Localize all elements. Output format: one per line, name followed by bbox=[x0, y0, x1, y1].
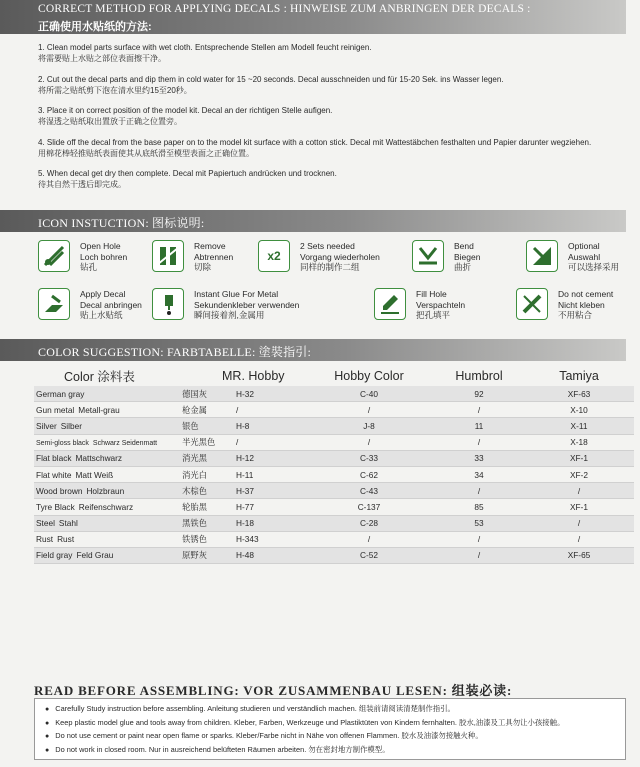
col-header-hobby-color: Hobby Color bbox=[334, 369, 404, 383]
hobby-color-cell: C-62 bbox=[304, 466, 434, 482]
safety-list bbox=[35, 703, 625, 757]
color-zh-cell: 轮胎黑 bbox=[182, 499, 222, 515]
mr-hobby-cell: / bbox=[222, 402, 304, 418]
color-table-header-row bbox=[34, 366, 634, 386]
icon-label-zh: 曲折 bbox=[454, 262, 472, 272]
color-zh-cell: 半光黑色 bbox=[182, 434, 222, 450]
optional-icon bbox=[526, 240, 558, 272]
mr-hobby-cell: H-12 bbox=[222, 450, 304, 466]
color-row bbox=[34, 418, 634, 434]
icon-label-zh: 钻孔 bbox=[80, 262, 98, 272]
color-name-cell bbox=[34, 450, 182, 466]
color-name-en: Field gray bbox=[36, 550, 73, 561]
humbrol-cell: / bbox=[434, 531, 524, 547]
icon-label-zh: 瞬间接着剂,金属用 bbox=[194, 310, 265, 320]
hobby-color-cell: C-137 bbox=[304, 499, 434, 515]
hobby-color-cell: J-8 bbox=[304, 418, 434, 434]
icon-legend-instant-glue bbox=[152, 288, 302, 328]
icon-section-header bbox=[0, 210, 626, 232]
tamiya-cell: / bbox=[524, 531, 634, 547]
apply-decal-icon bbox=[38, 288, 70, 320]
color-name-en: Steel bbox=[36, 518, 55, 529]
color-name-de: Mattschwarz bbox=[75, 453, 123, 464]
hobby-color-cell: C-28 bbox=[304, 515, 434, 531]
color-zh-cell: 银色 bbox=[182, 418, 222, 434]
color-zh-cell: 原野灰 bbox=[182, 547, 222, 563]
fill-hole-icon bbox=[374, 288, 406, 320]
color-name-cell bbox=[34, 386, 182, 402]
col-header-mr-hobby: MR. Hobby bbox=[222, 369, 285, 383]
decal-method-title-en: CORRECT METHOD FOR APPLYING DECALS : HINWEISE ZUM ANBRINGEN DER DECALS : bbox=[38, 3, 531, 15]
tamiya-cell: / bbox=[524, 483, 634, 499]
mr-hobby-cell: H-11 bbox=[222, 466, 304, 482]
color-row bbox=[34, 483, 634, 499]
color-name-cell bbox=[34, 466, 182, 482]
col-header-tamiya: Tamiya bbox=[559, 369, 599, 383]
mr-hobby-cell: H-77 bbox=[222, 499, 304, 515]
step-text-zh: 待其自然干透后即完成。 bbox=[38, 180, 126, 189]
safety-item: ● Do not work in closed room. Nur in ausreichend belüfteten Räumen arbeiten. 勿在密封地方制作模型。 bbox=[45, 744, 625, 758]
color-zh-cell: 消光黑 bbox=[182, 450, 222, 466]
color-row bbox=[34, 547, 634, 563]
decal-method-title-zh: 正确使用水贴纸的方法: bbox=[38, 21, 152, 33]
color-zh-cell: 枪金属 bbox=[182, 402, 222, 418]
color-section-title: COLOR SUGGESTION: FARBTABELLE: 塗裝指引: bbox=[38, 345, 312, 359]
color-name-de: Rust bbox=[57, 534, 75, 545]
color-name-de: Schwarz Seidenmatt bbox=[92, 440, 158, 448]
icon-label-en: Remove bbox=[194, 241, 226, 251]
color-zh-cell: 德国灰 bbox=[182, 386, 222, 402]
icon-label-en: Optional bbox=[568, 241, 600, 251]
step-text-zh: 将需要贴上水贴之部位表面擦干净。 bbox=[38, 54, 166, 63]
mr-hobby-cell: H-37 bbox=[222, 483, 304, 499]
icon-label bbox=[558, 289, 613, 321]
color-name-de: Feld Grau bbox=[76, 550, 114, 561]
hobby-color-cell: / bbox=[304, 402, 434, 418]
color-name-cell bbox=[34, 499, 182, 515]
col-header-color: Color 涂料表 bbox=[64, 370, 135, 384]
tamiya-cell: X-11 bbox=[524, 418, 634, 434]
icon-legend-optional bbox=[526, 240, 640, 280]
decal-step bbox=[38, 42, 638, 74]
humbrol-cell: 11 bbox=[434, 418, 524, 434]
color-name-de: Metall-grau bbox=[78, 404, 120, 415]
tamiya-cell: X-10 bbox=[524, 402, 634, 418]
tamiya-cell: / bbox=[524, 515, 634, 531]
color-row bbox=[34, 386, 634, 402]
read-before-assembling-box bbox=[34, 698, 626, 760]
humbrol-cell: / bbox=[434, 547, 524, 563]
color-name-de: Stahl bbox=[58, 518, 78, 529]
mr-hobby-cell: H-8 bbox=[222, 418, 304, 434]
decal-step bbox=[38, 137, 638, 169]
color-zh-cell: 铁锈色 bbox=[182, 531, 222, 547]
hobby-color-cell: C-33 bbox=[304, 450, 434, 466]
icon-label bbox=[300, 241, 380, 273]
read-before-assembling-title: READ BEFORE ASSEMBLING: VOR ZUSAMMENBAU LESEN: 组装必读: bbox=[34, 683, 513, 698]
mr-hobby-cell: H-48 bbox=[222, 547, 304, 563]
color-row bbox=[34, 531, 634, 547]
icon-label-de: Nicht kleben bbox=[558, 299, 605, 310]
humbrol-cell: 53 bbox=[434, 515, 524, 531]
color-name-cell bbox=[34, 483, 182, 499]
icon-label-en: Do not cement bbox=[558, 289, 614, 299]
color-row bbox=[34, 402, 634, 418]
color-name-en: German gray bbox=[36, 388, 85, 399]
icon-label bbox=[80, 289, 142, 321]
icon-label-zh: 不用粘合 bbox=[558, 310, 593, 320]
mr-hobby-cell: H-18 bbox=[222, 515, 304, 531]
decal-step bbox=[38, 168, 638, 200]
decal-method-header bbox=[0, 0, 626, 34]
icon-label-de: Decal anbringen bbox=[80, 299, 142, 310]
decal-steps-list bbox=[38, 42, 638, 200]
icon-label-en: Apply Decal bbox=[80, 289, 126, 299]
icon-label bbox=[80, 241, 127, 273]
humbrol-cell: / bbox=[434, 434, 524, 450]
no-cement-icon bbox=[516, 288, 548, 320]
color-name-de: Matt Weiß bbox=[75, 469, 114, 480]
step-text-en: 3. Place it on correct position of the model kit. Decal an der richtigen Stelle aufigen. bbox=[38, 106, 333, 115]
color-row bbox=[34, 515, 634, 531]
color-name-de: Silber bbox=[60, 420, 82, 431]
color-name-cell bbox=[34, 418, 182, 434]
color-zh-cell: 消光白 bbox=[182, 466, 222, 482]
color-zh-cell: 黑铁色 bbox=[182, 515, 222, 531]
hobby-color-cell: C-52 bbox=[304, 547, 434, 563]
step-text-en: 2. Cut out the decal parts and dip them in cold water for 15 ~20 seconds. Decal ausschneiden und für 15-20 Sek. ins Wasser legen. bbox=[38, 74, 504, 84]
icon-label-de: Vorgang wiederholen bbox=[300, 251, 380, 262]
tamiya-cell: XF-65 bbox=[524, 547, 634, 563]
step-text-zh: 将湿透之贴纸取出置放于正确之位置旁。 bbox=[38, 117, 182, 126]
color-name-cell bbox=[34, 434, 182, 450]
color-table bbox=[34, 366, 634, 564]
icon-label-zh: 切除 bbox=[194, 262, 212, 272]
color-row bbox=[34, 466, 634, 482]
icon-label-zh: 把孔填平 bbox=[416, 310, 451, 320]
open-hole-icon bbox=[38, 240, 70, 272]
icon-section-title: ICON INSTUCTION: 图标说明: bbox=[38, 216, 205, 230]
safety-item: ● Carefully Study instruction before assembling. Anleitung studieren und verständlich machen. 组装前请阅读清楚制作指引。 bbox=[45, 703, 625, 717]
col-header-humbrol: Humbrol bbox=[455, 369, 503, 383]
tamiya-cell: XF-1 bbox=[524, 499, 634, 515]
color-name-en: Flat white bbox=[36, 469, 72, 480]
color-name-cell bbox=[34, 515, 182, 531]
icon-legend-no-cement bbox=[516, 288, 640, 328]
color-name-de: Holzbraun bbox=[86, 485, 125, 496]
color-name-en: Semi-gloss black bbox=[36, 440, 89, 448]
step-text-zh: 用棉花棒轻推贴纸表面使其从底纸滑至模型表面之正确位置。 bbox=[38, 148, 254, 158]
icon-legend-two-sets bbox=[258, 240, 408, 280]
icon-label-en: Bend bbox=[454, 241, 474, 251]
decal-step bbox=[38, 105, 638, 137]
icon-label-de: Abtrennen bbox=[194, 251, 234, 262]
hobby-color-cell: / bbox=[304, 434, 434, 450]
icon-label-en: Open Hole bbox=[80, 241, 121, 251]
icon-label-de: Sekundenkleber verwenden bbox=[194, 299, 300, 310]
hobby-color-cell: C-40 bbox=[304, 386, 434, 402]
icon-label bbox=[454, 241, 480, 273]
humbrol-cell: 34 bbox=[434, 466, 524, 482]
icon-label bbox=[416, 289, 465, 321]
humbrol-cell: 33 bbox=[434, 450, 524, 466]
icon-label-de: Verspachteln bbox=[416, 299, 466, 310]
step-text-zh: 将所需之贴纸剪下泡在清水里约15至20秒。 bbox=[38, 85, 192, 95]
humbrol-cell: 92 bbox=[434, 386, 524, 402]
tamiya-cell: XF-2 bbox=[524, 466, 634, 482]
tamiya-cell: XF-63 bbox=[524, 386, 634, 402]
hobby-color-cell: / bbox=[304, 531, 434, 547]
icon-label-en: 2 Sets needed bbox=[300, 241, 355, 251]
tamiya-cell: X-18 bbox=[524, 434, 634, 450]
color-name-en: Rust bbox=[36, 534, 54, 545]
instant-glue-icon bbox=[152, 288, 184, 320]
color-row bbox=[34, 434, 634, 450]
step-text-en: 5. When decal get dry then complete. Decal mit Papiertuch andrücken und trocknen. bbox=[38, 169, 337, 178]
icon-label-zh: 可以选择采用 bbox=[568, 262, 620, 272]
step-text-en: 1. Clean model parts surface with wet cloth. Entsprechende Stellen am Modell feucht reinigen. bbox=[38, 43, 372, 52]
color-name-en: Tyre Black bbox=[36, 501, 75, 512]
icon-label-de: Auswahl bbox=[568, 251, 601, 262]
color-name-cell bbox=[34, 531, 182, 547]
icon-label bbox=[568, 241, 619, 273]
color-name-en: Silver bbox=[36, 420, 57, 431]
step-text-en: 4. Slide off the decal from the base paper on to the model kit surface with a cotton stick. Decal mit Wattestäbchen festhalten und Papier darunter wegziehen. bbox=[38, 137, 592, 147]
color-section-header bbox=[0, 339, 626, 361]
icon-label bbox=[194, 241, 233, 273]
icon-label bbox=[194, 289, 299, 321]
color-zh-cell: 木棕色 bbox=[182, 483, 222, 499]
color-name-de: Reifenschwarz bbox=[78, 501, 134, 512]
bend-icon bbox=[412, 240, 444, 272]
safety-item: ● Keep plastic model glue and tools away from children. Kleber, Farben, Werkzeuge und Plastiktüten von Kindern fernhalten. 胶水,油漆及工具勿让小孩接触。 bbox=[45, 717, 625, 731]
mr-hobby-cell: H-343 bbox=[222, 531, 304, 547]
icon-label-zh: 同样的制作二组 bbox=[300, 262, 360, 272]
humbrol-cell: / bbox=[434, 402, 524, 418]
humbrol-cell: 85 bbox=[434, 499, 524, 515]
humbrol-cell: / bbox=[434, 483, 524, 499]
tamiya-cell: XF-1 bbox=[524, 450, 634, 466]
icon-label-de: Loch bohren bbox=[80, 251, 128, 262]
remove-icon bbox=[152, 240, 184, 272]
two-sets-icon: x2 bbox=[258, 240, 290, 272]
color-row bbox=[34, 499, 634, 515]
color-row bbox=[34, 450, 634, 466]
safety-item: ● Do not use cement or paint near open flame or sparks. Kleber/Farbe nicht in Nähe von offenen Flammen. 胶水及油漆勿接触火种。 bbox=[45, 730, 625, 744]
icon-legend-fill-hole bbox=[374, 288, 524, 328]
icon-label-de: Biegen bbox=[454, 251, 481, 262]
color-name-cell bbox=[34, 402, 182, 418]
icon-label-zh: 贴上水贴纸 bbox=[80, 310, 123, 320]
mr-hobby-cell: / bbox=[222, 434, 304, 450]
mr-hobby-cell: H-32 bbox=[222, 386, 304, 402]
color-name-en: Wood brown bbox=[36, 485, 83, 496]
icon-label-en: Instant Glue For Metal bbox=[194, 289, 279, 299]
color-name-cell bbox=[34, 547, 182, 563]
color-name-en: Gun metal bbox=[36, 404, 75, 415]
icon-label-en: Fill Hole bbox=[416, 289, 447, 299]
decal-step bbox=[38, 74, 638, 106]
hobby-color-cell: C-43 bbox=[304, 483, 434, 499]
color-name-en: Flat black bbox=[36, 453, 72, 464]
